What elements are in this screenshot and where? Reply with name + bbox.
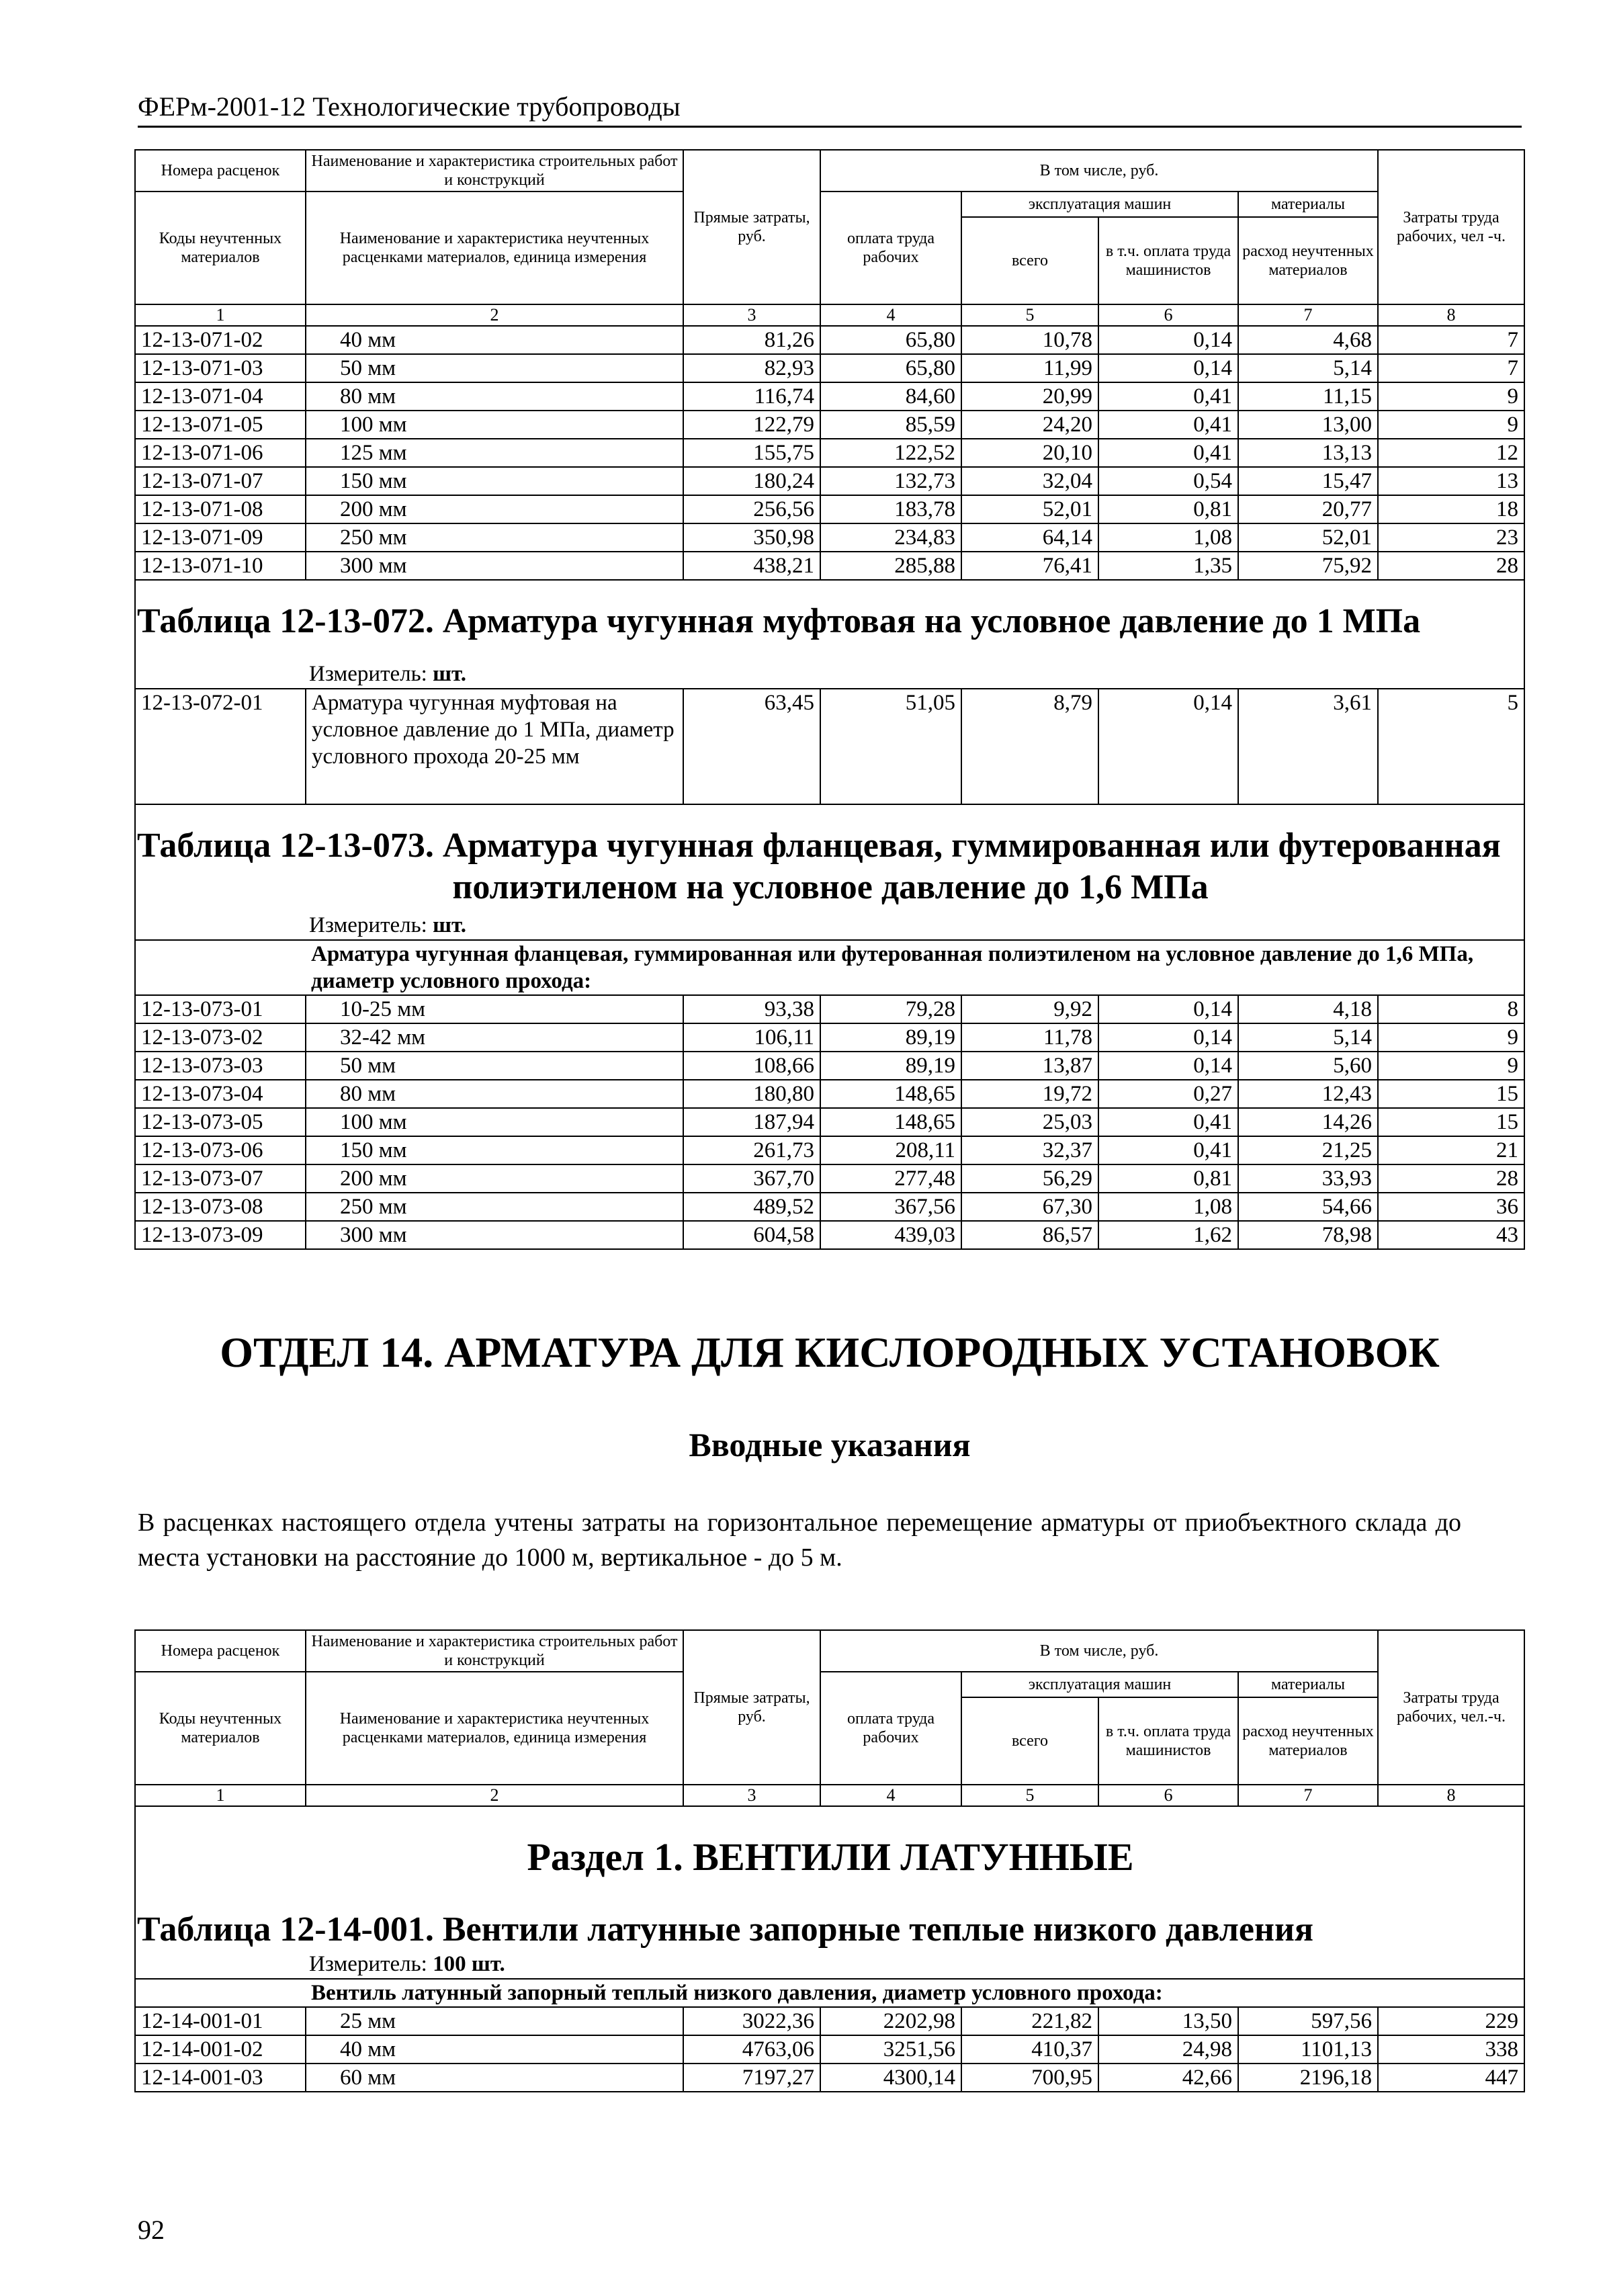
machines-total: 20,99 [961,382,1098,411]
machines-header: эксплуатация машин [961,192,1238,217]
direct-costs: 261,73 [683,1136,820,1164]
group-label: Арматура чугунная фланцевая, гуммированная или футерованная полиэтиленом на условное давление до 1,6 МПа, диаметр условного прохода: [306,940,1524,995]
rate-code: 12-13-073-07 [135,1164,306,1193]
wages: 439,03 [820,1221,961,1249]
labor: 229 [1378,2007,1524,2035]
labor: 28 [1378,1164,1524,1193]
materials: 78,98 [1238,1221,1378,1249]
work-name: 80 мм [306,1080,683,1108]
work-name: 40 мм [306,326,683,354]
machinist-wages: 0,14 [1098,689,1238,804]
materials: 54,66 [1238,1193,1378,1221]
work-name: 60 мм [306,2064,683,2092]
labor: 15 [1378,1080,1524,1108]
work-name: 50 мм [306,354,683,382]
wages: 285,88 [820,552,961,580]
col-num: 5 [961,304,1098,326]
table-row [135,1164,1524,1193]
table-row [135,1136,1524,1164]
materials: 13,00 [1238,411,1378,439]
labor: 8 [1378,995,1524,1023]
direct-costs: 106,11 [683,1023,820,1052]
labor: 23 [1378,523,1524,552]
machines-total: 76,41 [961,552,1098,580]
table-row [135,467,1524,495]
col-materials-header: расход неучтенных материалов [1238,217,1378,304]
wages: 2202,98 [820,2007,961,2035]
machinist-wages: 0,14 [1098,326,1238,354]
rate-code: 12-13-071-10 [135,552,306,580]
materials: 5,60 [1238,1052,1378,1080]
rate-code: 12-13-072-01 [135,689,306,804]
labor: 7 [1378,326,1524,354]
rate-code: 12-13-071-08 [135,495,306,523]
materials: 75,92 [1238,552,1378,580]
machinist-wages: 0,14 [1098,354,1238,382]
rate-code: 12-13-073-06 [135,1136,306,1164]
table-row [135,2007,1524,2035]
machines-total: 700,95 [961,2064,1098,2092]
work-name: 200 мм [306,495,683,523]
table-row [135,1221,1524,1249]
direct-costs: 4763,06 [683,2035,820,2064]
col-wages-header: оплата труда рабочих [820,192,961,304]
direct-costs: 116,74 [683,382,820,411]
col-num: 3 [683,304,820,326]
rates-table-14 [134,1629,1525,2092]
materials: 21,25 [1238,1136,1378,1164]
machinist-wages: 1,35 [1098,552,1238,580]
direct-costs: 256,56 [683,495,820,523]
col-num: 1 [135,304,306,326]
table-row [135,2064,1524,2092]
machinist-wages: 0,41 [1098,1136,1238,1164]
work-name: 300 мм [306,1221,683,1249]
wages: 65,80 [820,326,961,354]
direct-costs: 187,94 [683,1108,820,1136]
wages: 148,65 [820,1080,961,1108]
table-row [135,1052,1524,1080]
work-name: 40 мм [306,2035,683,2064]
unit-value: шт. [433,913,466,937]
materials: 12,43 [1238,1080,1378,1108]
labor: 13 [1378,467,1524,495]
col-rate-number-header: Номера расценок [135,1630,306,1672]
wages: 89,19 [820,1052,961,1080]
machinist-wages: 0,14 [1098,1023,1238,1052]
col-material-codes-header: Коды неучтенных материалов [135,192,306,304]
rate-code: 12-13-073-08 [135,1193,306,1221]
wages: 51,05 [820,689,961,804]
materials: 20,77 [1238,495,1378,523]
col-num: 8 [1378,304,1524,326]
materials: 52,01 [1238,523,1378,552]
wages: 234,83 [820,523,961,552]
machines-total: 32,04 [961,467,1098,495]
labor: 9 [1378,411,1524,439]
machinist-wages: 42,66 [1098,2064,1238,2092]
wages: 183,78 [820,495,961,523]
table-row [135,495,1524,523]
machines-total: 9,92 [961,995,1098,1023]
machines-total: 410,37 [961,2035,1098,2064]
work-name: 100 мм [306,1108,683,1136]
materials: 13,13 [1238,439,1378,467]
col-materials-header: расход неучтенных материалов [1238,1697,1378,1785]
col-material-name-header: Наименование и характеристика неучтенных расценками материалов, единица измерения [306,192,683,304]
intro-text: В расценках настоящего отдела учтены затраты на горизонтальное перемещение арматуры от приобъектного склада до места установки на расстояние до 1000 м, вертикальное - до 5 м. [138,1508,1461,1572]
machines-total: 32,37 [961,1136,1098,1164]
col-direct-costs-header: Прямые затраты, руб. [683,1630,820,1785]
table-row [135,382,1524,411]
rate-code: 12-13-073-04 [135,1080,306,1108]
materials: 5,14 [1238,354,1378,382]
rate-code: 12-13-071-06 [135,439,306,467]
direct-costs: 180,80 [683,1080,820,1108]
materials: 597,56 [1238,2007,1378,2035]
machines-total: 11,78 [961,1023,1098,1052]
machinist-wages: 0,41 [1098,382,1238,411]
running-head: ФЕРм-2001-12 Технологические трубопроводы [138,91,1522,128]
col-num: 2 [306,1785,683,1806]
machinist-wages: 1,08 [1098,1193,1238,1221]
work-name: 300 мм [306,552,683,580]
labor: 338 [1378,2035,1524,2064]
machinist-wages: 0,14 [1098,995,1238,1023]
table-row [135,1108,1524,1136]
machines-total: 11,99 [961,354,1098,382]
table-row [135,1080,1524,1108]
wages: 367,56 [820,1193,961,1221]
work-name: 10-25 мм [306,995,683,1023]
work-name: 50 мм [306,1052,683,1080]
labor: 21 [1378,1136,1524,1164]
work-name: 150 мм [306,467,683,495]
machines-total: 56,29 [961,1164,1098,1193]
rate-code: 12-13-073-03 [135,1052,306,1080]
machinist-wages: 0,41 [1098,411,1238,439]
col-machinist-wages-header: в т.ч. оплата труда машинистов [1098,1697,1238,1785]
rate-code: 12-14-001-03 [135,2064,306,2092]
direct-costs: 122,79 [683,411,820,439]
table-row [135,552,1524,580]
table-row [135,411,1524,439]
wages: 85,59 [820,411,961,439]
table-row [135,326,1524,354]
col-num: 4 [820,304,961,326]
table-073-title-line2: полиэтиленом на условное давление до 1,6 МПа [452,868,1209,906]
machines-total: 10,78 [961,326,1098,354]
table-row [135,1023,1524,1052]
direct-costs: 350,98 [683,523,820,552]
col-work-name-header: Наименование и характеристика строительных работ и конструкций [306,1630,683,1672]
rate-code: 12-13-071-07 [135,467,306,495]
col-direct-costs-header: Прямые затраты, руб. [683,150,820,304]
col-num: 7 [1238,304,1378,326]
col-num: 4 [820,1785,961,1806]
work-name: 32-42 мм [306,1023,683,1052]
direct-costs: 82,93 [683,354,820,382]
work-name: 25 мм [306,2007,683,2035]
rate-code: 12-13-071-09 [135,523,306,552]
incl-header: В том числе, руб. [820,150,1378,192]
machinist-wages: 0,81 [1098,1164,1238,1193]
wages: 3251,56 [820,2035,961,2064]
materials: 1101,13 [1238,2035,1378,2064]
labor: 9 [1378,1023,1524,1052]
direct-costs: 108,66 [683,1052,820,1080]
work-name: 150 мм [306,1136,683,1164]
col-num: 8 [1378,1785,1524,1806]
materials: 5,14 [1238,1023,1378,1052]
materials-header: материалы [1238,1672,1378,1697]
col-num: 7 [1238,1785,1378,1806]
machines-total: 24,20 [961,411,1098,439]
col-material-name-header: Наименование и характеристика неучтенных расценками материалов, единица измерения [306,1672,683,1785]
direct-costs: 7197,27 [683,2064,820,2092]
unit-label: Измеритель: [309,913,427,937]
wages: 4300,14 [820,2064,961,2092]
table-14-001-title: Таблица 12-14-001. Вентили латунные запорные теплые низкого давления [137,1910,1314,1949]
direct-costs: 81,26 [683,326,820,354]
machinist-wages: 1,62 [1098,1221,1238,1249]
col-num: 6 [1098,304,1238,326]
direct-costs: 367,70 [683,1164,820,1193]
machines-total: 64,14 [961,523,1098,552]
direct-costs: 93,38 [683,995,820,1023]
table-row [135,689,1524,804]
materials: 2196,18 [1238,2064,1378,2092]
labor: 5 [1378,689,1524,804]
col-rate-number-header: Номера расценок [135,150,306,192]
materials: 11,15 [1238,382,1378,411]
column-numbers-row [135,1785,1524,1806]
labor: 9 [1378,382,1524,411]
incl-header: В том числе, руб. [820,1630,1378,1672]
direct-costs: 438,21 [683,552,820,580]
wages: 148,65 [820,1108,961,1136]
rate-code: 12-13-073-01 [135,995,306,1023]
machines-total: 19,72 [961,1080,1098,1108]
work-name: 80 мм [306,382,683,411]
unit-label: Измеритель: [309,1952,427,1976]
table-row [135,2035,1524,2064]
col-material-codes-header: Коды неучтенных материалов [135,1672,306,1785]
col-num: 6 [1098,1785,1238,1806]
machinist-wages: 0,81 [1098,495,1238,523]
labor: 7 [1378,354,1524,382]
group-label: Вентиль латунный запорный теплый низкого давления, диаметр условного прохода: [306,1979,1524,2007]
machinist-wages: 0,27 [1098,1080,1238,1108]
wages: 79,28 [820,995,961,1023]
rate-code: 12-13-071-02 [135,326,306,354]
machinist-wages: 24,98 [1098,2035,1238,2064]
machines-total: 52,01 [961,495,1098,523]
wages: 208,11 [820,1136,961,1164]
col-labor-header: Затраты труда рабочих, чел -ч. [1378,150,1524,304]
labor: 15 [1378,1108,1524,1136]
materials: 14,26 [1238,1108,1378,1136]
col-work-name-header: Наименование и характеристика строительных работ и конструкций [306,150,683,192]
materials: 4,68 [1238,326,1378,354]
machines-total: 221,82 [961,2007,1098,2035]
rate-code: 12-13-073-02 [135,1023,306,1052]
machinist-wages: 0,41 [1098,439,1238,467]
direct-costs: 489,52 [683,1193,820,1221]
unit-value: шт. [433,662,466,686]
machinist-wages: 0,41 [1098,1108,1238,1136]
rate-code: 12-13-071-03 [135,354,306,382]
unit-label: Измеритель: [309,662,427,686]
work-name: 125 мм [306,439,683,467]
table-row [135,354,1524,382]
work-name: 100 мм [306,411,683,439]
direct-costs: 3022,36 [683,2007,820,2035]
work-name: Арматура чугунная муфтовая на условное давление до 1 МПа, диаметр условного прохода 20-25 мм [306,689,683,804]
col-machines-total-header: всего [961,217,1098,304]
page-number: 92 [138,2215,165,2245]
labor: 28 [1378,552,1524,580]
table-072-title: Таблица 12-13-072. Арматура чугунная муфтовая на условное давление до 1 МПа [137,602,1421,640]
materials: 3,61 [1238,689,1378,804]
rate-code: 12-13-073-05 [135,1108,306,1136]
section-14-title: ОТДЕЛ 14. АРМАТУРА ДЛЯ КИСЛОРОДНЫХ УСТАНОВОК [220,1328,1440,1376]
machines-total: 8,79 [961,689,1098,804]
direct-costs: 63,45 [683,689,820,804]
machines-total: 20,10 [961,439,1098,467]
direct-costs: 180,24 [683,467,820,495]
table-073-title-line1: Таблица 12-13-073. Арматура чугунная фланцевая, гуммированная или футерованная [137,826,1501,865]
wages: 277,48 [820,1164,961,1193]
wages: 65,80 [820,354,961,382]
col-num: 1 [135,1785,306,1806]
labor: 36 [1378,1193,1524,1221]
materials: 15,47 [1238,467,1378,495]
col-machines-total-header: всего [961,1697,1098,1785]
table-row [135,1193,1524,1221]
column-numbers-row [135,304,1524,326]
machinist-wages: 0,14 [1098,1052,1238,1080]
rate-code: 12-13-071-05 [135,411,306,439]
labor: 447 [1378,2064,1524,2092]
labor: 18 [1378,495,1524,523]
materials-header: материалы [1238,192,1378,217]
rates-table-13 [134,149,1525,1250]
machines-header: эксплуатация машин [961,1672,1238,1697]
wages: 122,52 [820,439,961,467]
labor: 12 [1378,439,1524,467]
machines-total: 13,87 [961,1052,1098,1080]
rate-code: 12-13-073-09 [135,1221,306,1249]
materials: 4,18 [1238,995,1378,1023]
machines-total: 67,30 [961,1193,1098,1221]
wages: 132,73 [820,467,961,495]
materials: 33,93 [1238,1164,1378,1193]
col-machinist-wages-header: в т.ч. оплата труда машинистов [1098,217,1238,304]
unit-value: 100 шт. [433,1952,505,1976]
wages: 89,19 [820,1023,961,1052]
wages: 84,60 [820,382,961,411]
direct-costs: 155,75 [683,439,820,467]
machines-total: 25,03 [961,1108,1098,1136]
col-num: 2 [306,304,683,326]
table-row [135,995,1524,1023]
machines-total: 86,57 [961,1221,1098,1249]
machinist-wages: 0,54 [1098,467,1238,495]
work-name: 200 мм [306,1164,683,1193]
machinist-wages: 1,08 [1098,523,1238,552]
col-labor-header: Затраты труда рабочих, чел.-ч. [1378,1630,1524,1785]
labor: 43 [1378,1221,1524,1249]
col-wages-header: оплата труда рабочих [820,1672,961,1785]
machinist-wages: 13,50 [1098,2007,1238,2035]
rate-code: 12-14-001-02 [135,2035,306,2064]
col-num: 5 [961,1785,1098,1806]
table-row [135,439,1524,467]
rate-code: 12-14-001-01 [135,2007,306,2035]
intro-title: Вводные указания [689,1426,971,1463]
work-name: 250 мм [306,523,683,552]
razdel-title: Раздел 1. ВЕНТИЛИ ЛАТУННЫЕ [527,1835,1134,1879]
labor: 9 [1378,1052,1524,1080]
work-name: 250 мм [306,1193,683,1221]
rate-code: 12-13-071-04 [135,382,306,411]
direct-costs: 604,58 [683,1221,820,1249]
table-row [135,523,1524,552]
col-num: 3 [683,1785,820,1806]
